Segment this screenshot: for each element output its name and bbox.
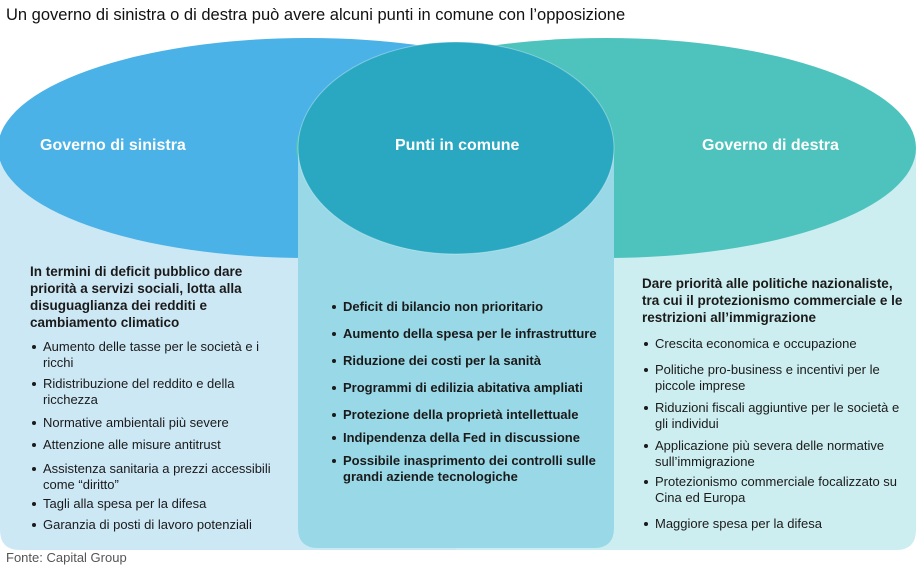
list-item: Maggiore spesa per la difesa [642, 516, 910, 532]
page-title: Un governo di sinistra o di destra può avere alcuni punti in comune con l’opposizione [6, 6, 626, 24]
right-list [642, 336, 910, 532]
list-item: Crescita economica e occupazione [642, 336, 910, 352]
source-note: Fonte: Capital Group [6, 550, 127, 565]
left-heading: Governo di sinistra [40, 137, 186, 154]
left-list [30, 339, 292, 533]
list-item: Aumento della spesa per le infrastrutture [330, 326, 612, 342]
list-item: Ridistribuzione del reddito e della ricchezza [30, 376, 292, 408]
right-heading: Governo di destra [702, 137, 839, 154]
list-item: Garanzia di posti di lavoro potenziali [30, 517, 292, 533]
list-item: Politiche pro-business e incentivi per le piccole imprese [642, 362, 910, 394]
list-item: Assistenza sanitaria a prezzi accessibili come “diritto” [30, 461, 292, 493]
middle-heading: Punti in comune [395, 137, 520, 154]
list-item: Protezionismo commerciale focalizzato su Cina ed Europa [642, 474, 910, 506]
list-item: Tagli alla spesa per la difesa [30, 496, 292, 512]
left-intro: In termini di deficit pubblico dare priorità a servizi sociali, lotta alla disuguaglianza dei redditi e cambiamento climatico [30, 264, 243, 330]
list-item: Protezione della proprietà intellettuale [330, 407, 612, 423]
list-item: Programmi di edilizia abitativa ampliati [330, 380, 612, 396]
list-item: Possibile inasprimento dei controlli sulle grandi aziende tecnologiche [330, 453, 612, 485]
list-item: Indipendenza della Fed in discussione [330, 430, 612, 446]
right-column [642, 275, 910, 532]
list-item: Applicazione più severa delle normative sull’immigrazione [642, 438, 910, 470]
list-item: Riduzione dei costi per la sanità [330, 353, 612, 369]
list-item: Attenzione alle misure antitrust [30, 437, 292, 453]
middle-column [330, 299, 612, 485]
list-item: Riduzioni fiscali aggiuntive per le società e gli individui [642, 400, 910, 432]
list-item: Deficit di bilancio non prioritario [330, 299, 612, 315]
list-item: Aumento delle tasse per le società e i ricchi [30, 339, 292, 371]
list-item: Normative ambientali più severe [30, 415, 292, 431]
right-intro: Dare priorità alle politiche nazionaliste, tra cui il protezionismo commerciale e le restrizioni all’immigrazione [642, 276, 903, 325]
left-column [30, 263, 292, 533]
middle-list [330, 299, 612, 485]
